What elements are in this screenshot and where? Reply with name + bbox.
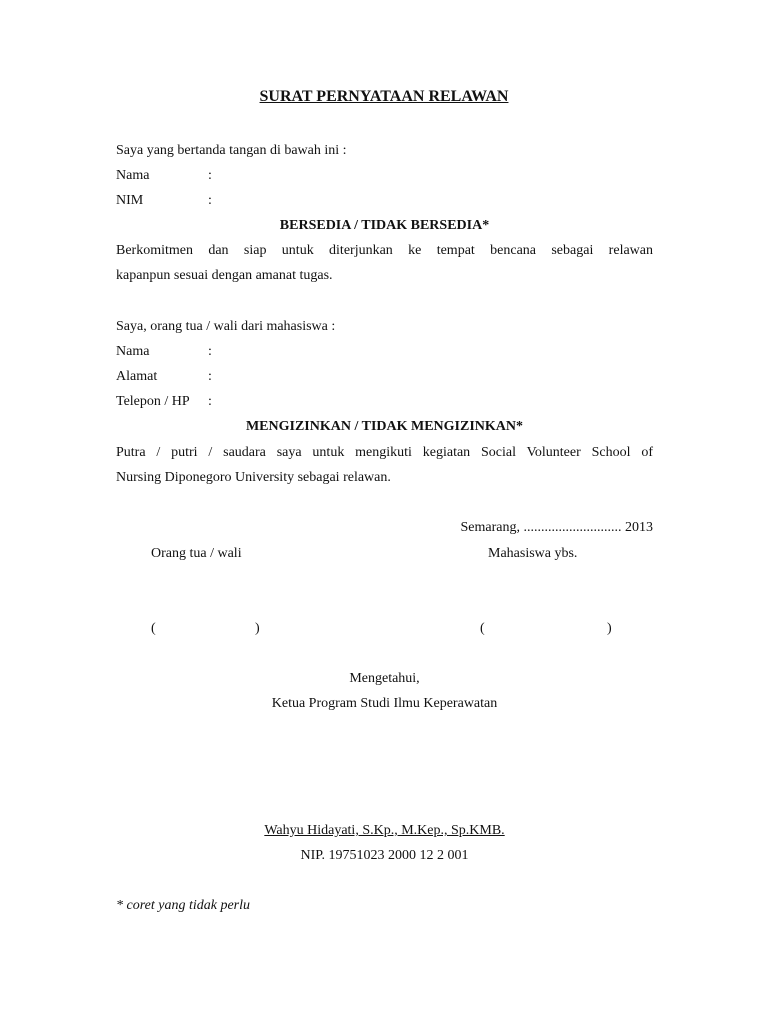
student-signature-open-paren: (	[480, 621, 485, 636]
parent-statement-line1: Putra / putri / saudara saya untuk mengikuti kegiatan Social Volunteer School of	[116, 445, 653, 460]
parent-signature-open-paren: (	[151, 621, 156, 636]
student-nim-colon: :	[208, 193, 212, 208]
parent-choice: MENGIZINKAN / TIDAK MENGIZINKAN*	[245, 419, 524, 434]
acknowledged-label: Mengetahui,	[349, 671, 420, 686]
approver-name: Wahyu Hidayati, S.Kp., M.Kep., Sp.KMB.	[264, 823, 505, 838]
student-nim-label: NIM	[116, 193, 144, 208]
student-signature-close-paren: )	[607, 621, 612, 636]
student-statement-line1: Berkomitmen dan siap untuk diterjunkan ke tempat bencana sebagai relawan	[116, 243, 653, 258]
parent-phone-label: Telepon / HP	[116, 394, 190, 409]
student-statement-line2: kapanpun sesuai dengan amanat tugas.	[116, 268, 333, 283]
student-intro: Saya yang bertanda tangan di bawah ini :	[116, 143, 347, 158]
parent-name-colon: :	[208, 344, 212, 359]
parent-name-label: Nama	[116, 344, 150, 359]
parent-intro: Saya, orang tua / wali dari mahasiswa :	[116, 319, 336, 334]
parent-address-colon: :	[208, 369, 212, 384]
place-date: Semarang, ............................ 2013	[460, 520, 653, 535]
parent-statement-line2: Nursing Diponegoro University sebagai relawan.	[116, 470, 391, 485]
student-name-colon: :	[208, 168, 212, 183]
parent-signature-label: Orang tua / wali	[151, 546, 242, 561]
approver-nip: NIP. 19751023 2000 12 2 001	[300, 848, 469, 863]
approver-position: Ketua Program Studi Ilmu Keperawatan	[271, 696, 498, 711]
student-signature-label: Mahasiswa ybs.	[488, 546, 578, 561]
approver-name-wrap	[116, 822, 653, 840]
student-choice: BERSEDIA / TIDAK BERSEDIA*	[279, 218, 490, 233]
document-title: SURAT PERNYATAAN RELAWAN	[259, 88, 509, 105]
parent-address-label: Alamat	[116, 369, 158, 384]
footnote: * coret yang tidak perlu	[116, 898, 251, 913]
parent-phone-colon: :	[208, 394, 212, 409]
parent-signature-close-paren: )	[255, 621, 260, 636]
student-name-label: Nama	[116, 168, 150, 183]
